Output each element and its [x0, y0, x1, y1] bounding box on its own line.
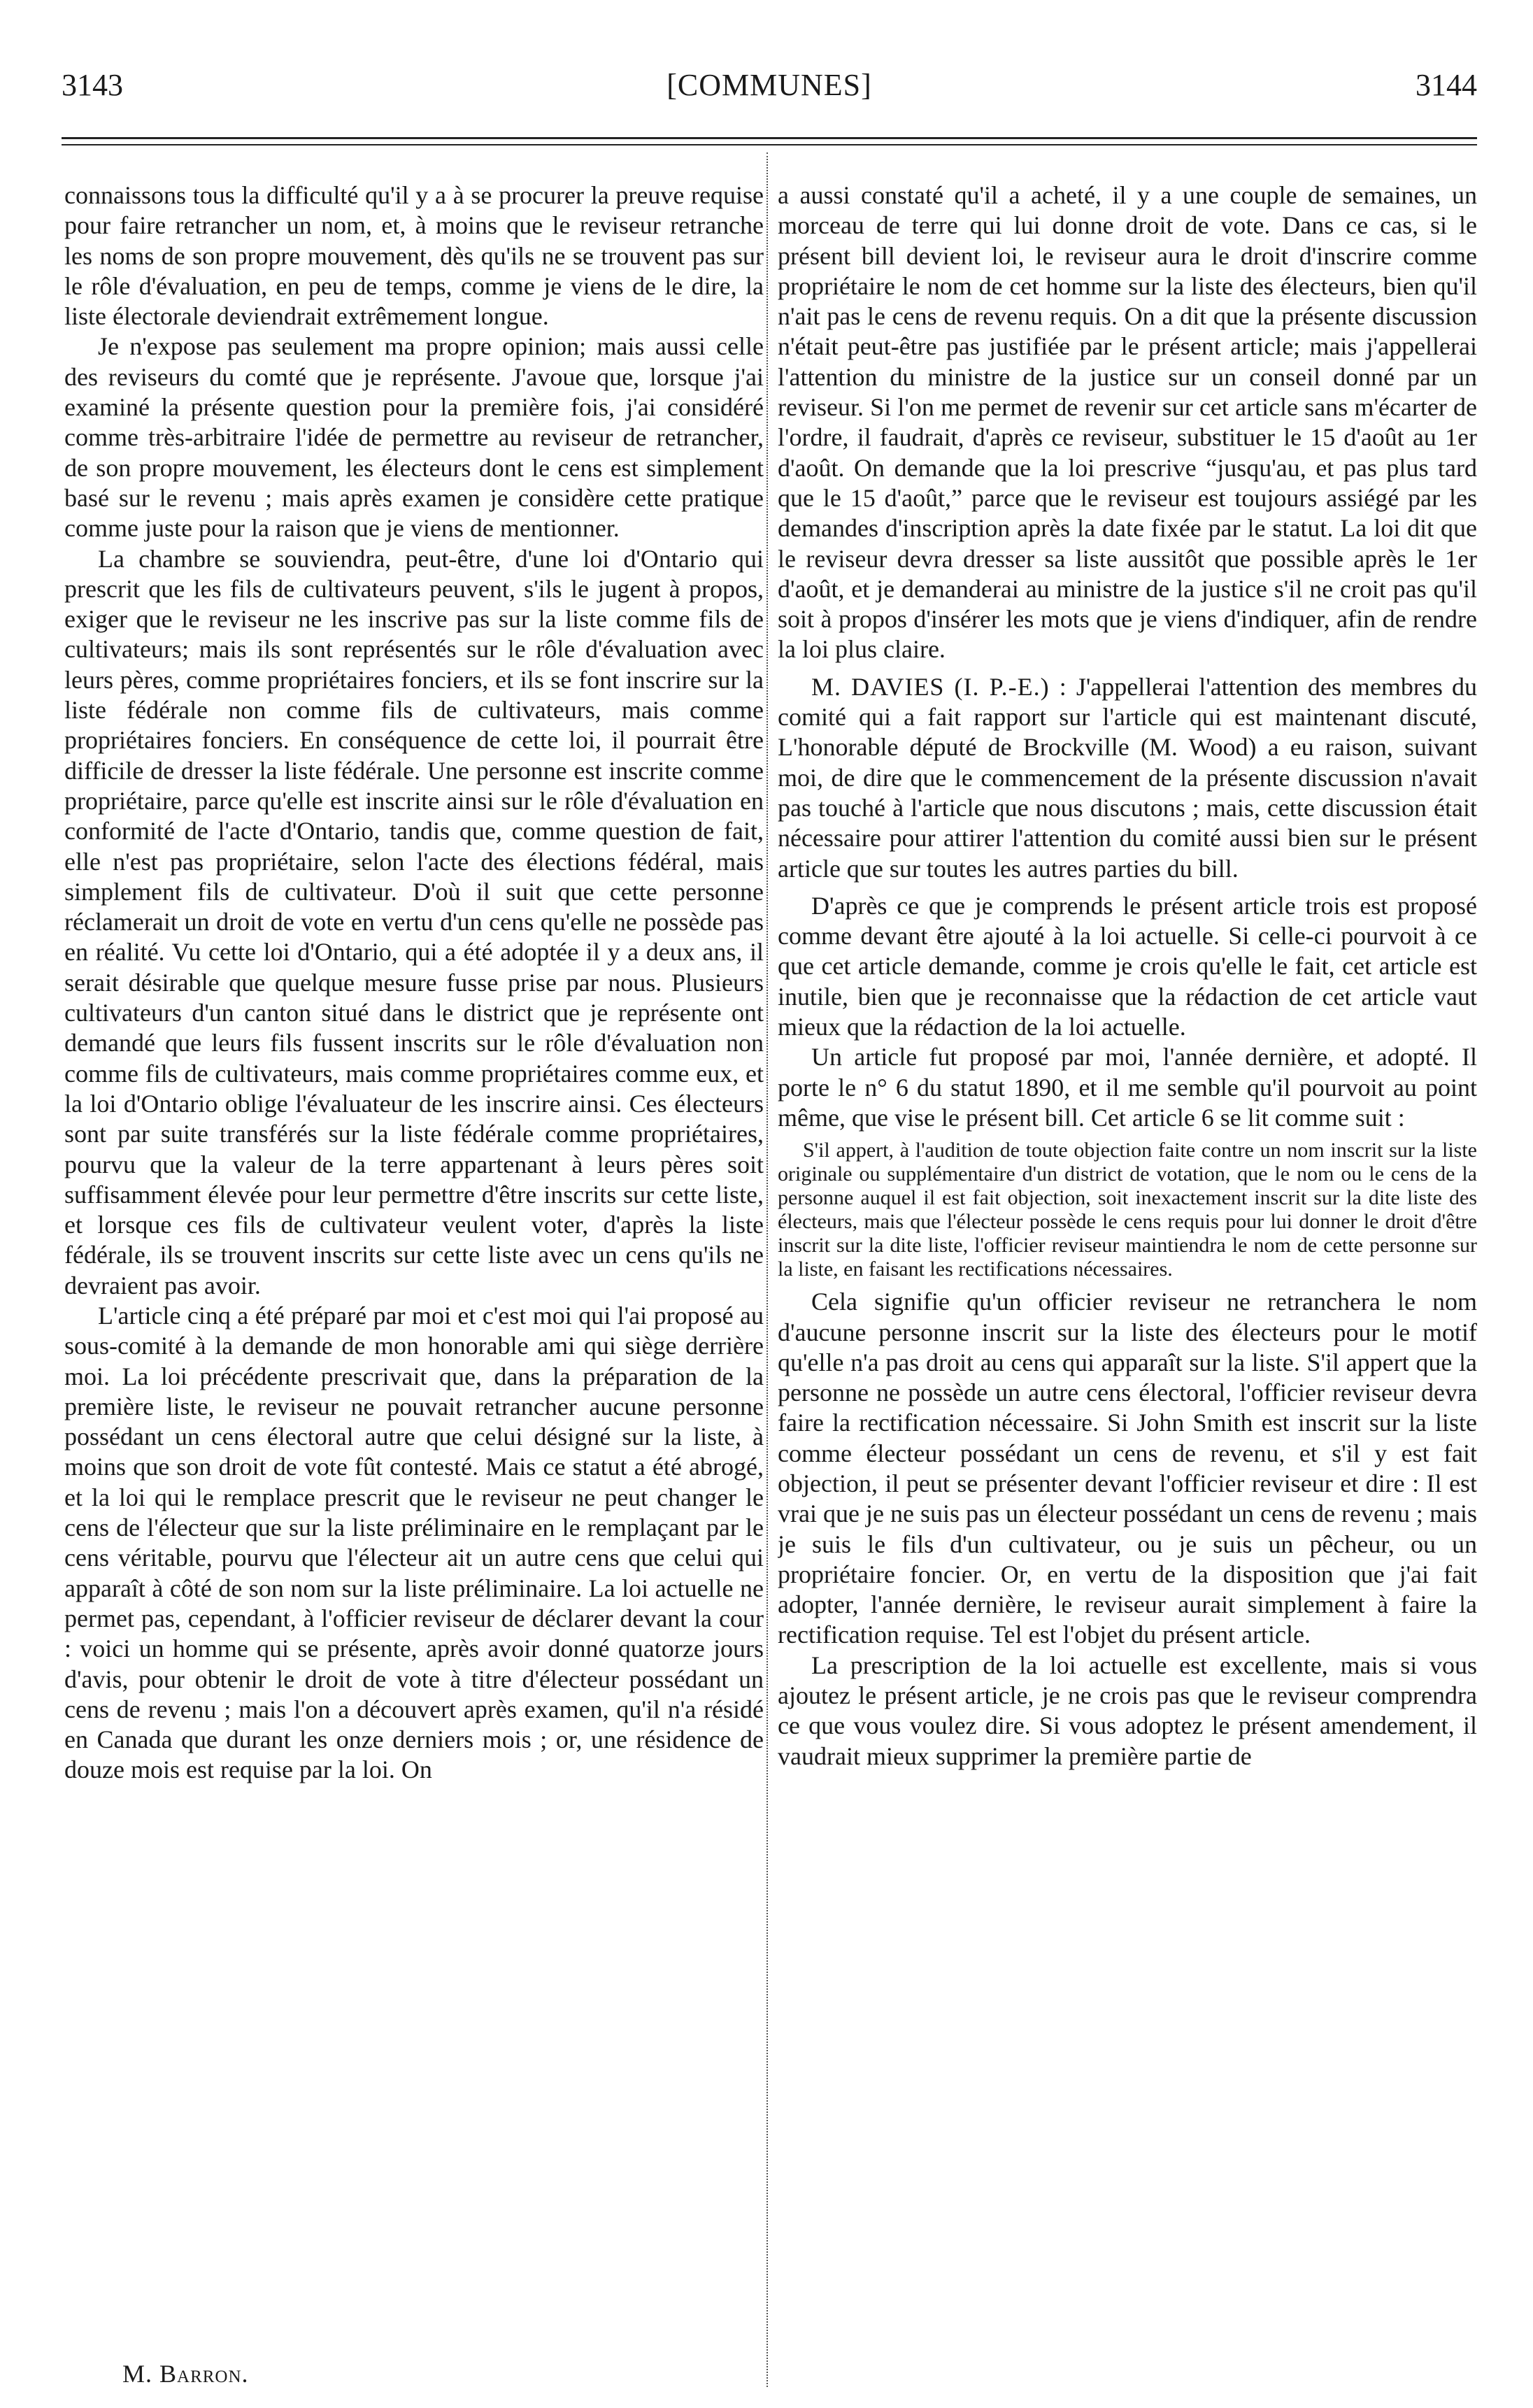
header-rule-top: [62, 137, 1477, 139]
left-column: [64, 180, 764, 2384]
speaker-footer: M. Barron.: [122, 2360, 249, 2388]
right-page-number: 3144: [1416, 68, 1477, 102]
speaker-name: M. DAVIES (I. P.-E.) :: [811, 672, 1067, 701]
speech-text: J'appellerai l'attention des membres du comité qui a fait rapport sur l'article qui est maintenant discuté, L'honorable député de Brockville (M. Wood) a eu raison, suivant moi, de dire que le commencement de la présente discussion n'avait pas touché à l'article que nous discutons ; mais, cette discussion était nécessaire pour attirer l'attention du comité aussi bien sur le présent article que sur toutes les autres parties du bill.: [778, 672, 1477, 883]
paragraph: La chambre se souviendra, peut-être, d'une loi d'Ontario qui prescrit que les fils de cultivateurs peuvent, s'ils le jugent à propos, exiger que le reviseur ne les inscrive pas sur la liste comme fils de cultivateurs; mais ils sont représentés sur le rôle d'évaluation avec leurs pères, comme propriétaires fonciers, et ils se font inscrire sur la liste fédérale non comme fils de cultivateurs, mais comme propriétaires fonciers. En conséquence de cette loi, il pourrait être difficile de dresser la liste fédérale. Une personne est inscrite comme propriétaire, parce qu'elle est inscrite ainsi sur le rôle d'évaluation en conformité de l'acte d'Ontario, tandis que, comme question de fait, elle n'est pas propriétaire, selon l'acte des élections fédéral, mais simplement fils de cultivateur. D'où il suit que cette personne réclamerait un droit de vote en vertu d'un cens qu'elle ne possède pas en réalité. Vu cette loi d'Ontario, qui a été adoptée il y a deux ans, il serait désirable que quelque mesure fusse prise par nous. Plusieurs cultivateurs d'un canton situé dans le district que je représente ont demandé que leurs fils fussent inscrits sur le rôle d'évaluation non comme fils de cultivateurs, mais comme propriétaires comme eux, et la loi d'Ontario oblige l'évaluateur de les inscrire ainsi. Ces électeurs sont par suite transférés sur la liste fédérale comme propriétaires, pourvu que la valeur de la terre appartenant à leurs pères soit suffisamment élevée pour leur permettre d'être inscrits sur cette liste, et lorsque ces fils de cultivateur veulent voter, d'après la liste fédérale, ils se trouvent inscrits sur cette liste avec un cens qu'ils ne devraient pas avoir.: [64, 544, 764, 1299]
column-separator: [766, 152, 768, 2387]
paragraph: Cela signifie qu'un officier reviseur ne retranchera le nom d'aucune personne inscrit sur la liste des électeurs pour le motif qu'elle n'a pas droit au cens qui apparaît sur la liste. S'il appert que la personne ne possède un autre cens électoral, l'officier reviseur devra faire la rectification nécessaire. Si John Smith est inscrit sur la liste comme électeur possédant un cens de revenu, et s'il y est fait objection, il peut se présenter devant l'officier reviseur et dire : Il est vrai que je ne suis pas un électeur possédant un cens de revenu ; mais je suis le fils d'un cultivateur, ou je suis un pêcheur, ou un propriétaire foncier. Or, en vertu de la disposition que j'ai fait adopter, l'année dernière, le reviseur aurait simplement à faire la rectification requise. Tel est l'objet du présent article.: [778, 1288, 1477, 1649]
paragraph: D'après ce que je comprends le présent article trois est proposé comme devant être ajouté à la loi actuelle. Si celle-ci pourvoit à ce que cet article demande, comme je crois qu'elle le fait, cet article est inutile, bien que je reconnaisse que la rédaction de cet article vaut mieux que la rédaction de la loi actuelle.: [778, 891, 1477, 1041]
header-rule-bottom: [62, 144, 1477, 145]
header-title: [COMMUNES]: [666, 68, 872, 102]
paragraph: La prescription de la loi actuelle est excellente, mais si vous ajoutez le présent article, je ne crois pas que le reviseur comprendra ce que vous voulez dire. Si vous adoptez le présent amendement, il vaudrait mieux supprimer la première partie de: [778, 1651, 1477, 1770]
speech-paragraph: [778, 672, 1477, 884]
right-column: [778, 180, 1477, 2384]
paragraph: connaissons tous la difficulté qu'il y a à se procurer la preuve requise pour faire retrancher un nom, et, à moins que le reviseur retranche les noms de son propre mouvement, dès qu'ils ne se trouvent pas sur le rôle d'évaluation, en peu de temps, comme je viens de le dire, la liste électorale deviendrait extrêmement longue.: [64, 181, 764, 331]
paragraph: L'article cinq a été préparé par moi et c'est moi qui l'ai proposé au sous-comité à la demande de mon honorable ami qui siège derrière moi. La loi précédente prescrivait que, dans la préparation de la première liste, le reviseur ne pouvait retrancher aucune personne possédant un cens électoral autre que celui désigné sur la liste, à moins que son droit de vote fût contesté. Mais ce statut a été abrogé, et la loi qui le remplace prescrit que le reviseur ne peut changer le cens de l'électeur que sur la liste préliminaire en le remplaçant par le cens véritable, pourvu que l'électeur ait un autre cens que celui qui apparaît à côté de son nom sur la liste préliminaire. La loi actuelle ne permet pas, cependant, à l'officier reviseur de déclarer devant la cour : voici un homme qui se présente, après avoir donné quatorze jours d'avis, pour obtenir le droit de vote à titre d'électeur possédant un cens de revenu ; mais l'on a découvert après examen, qu'il n'a résidé en Canada que durant les onze derniers mois ; or, une résidence de douze mois est requise par la loi. On: [64, 1301, 764, 1784]
paragraph: Un article fut proposé par moi, l'année dernière, et adopté. Il porte le n° 6 du statut 1890, et il me semble qu'il pourvoit au point même, que vise le présent bill. Cet article 6 se lit comme suit :: [778, 1043, 1477, 1132]
statute-quote: S'il appert, à l'audition de toute objection faite contre un nom inscrit sur la liste originale ou supplémentaire d'un district de votation, que le nom ou le cens de la personne auquel il est fait objection, soit inexactement inscrit sur la dite liste des électeurs, mais que l'électeur possède le cens requis pour lui donner le droit d'être inscrit sur la dite liste, l'officier reviseur maintiendra le nom de cette personne sur la liste, en faisant les rectifications nécessaires.: [778, 1139, 1477, 1281]
paragraph: a aussi constaté qu'il a acheté, il y a une couple de semaines, un morceau de terre qui lui donne droit de vote. Dans ce cas, si le présent bill devient loi, le reviseur aura le droit d'inscrire comme propriétaire le nom de cet homme sur la liste des électeurs, bien qu'il n'ait pas le cens de revenu requis. On a dit que la présente discussion n'était peut-être pas justifiée par le présent article; mais j'appellerai l'attention du ministre de la justice sur un conseil donné par un reviseur. Si l'on me permet de revenir sur cet article sans m'écarter de l'ordre, il faudrait, d'après ce reviseur, substituer le 15 d'août au 1er d'août. On demande que la loi prescrive “jusqu'au, et pas plus tard que le 15 d'août,” parce que le reviseur est toujours assiégé par les demandes d'inscription après la date fixée par le statut. La loi dit que le reviseur devra dresser sa liste aussitôt que possible après le 1er d'août, et je demanderai au ministre de la justice s'il ne croit pas qu'il soit à propos d'insérer les mots que je viens d'indiquer, afin de rendre la loi plus claire.: [778, 181, 1477, 664]
left-page-number: 3143: [62, 68, 123, 102]
paragraph: Je n'expose pas seulement ma propre opinion; mais aussi celle des reviseurs du comté que je représente. J'avoue que, lorsque j'ai examiné la présente question pour la première fois, j'ai considéré comme très-arbitraire l'idée de permettre au reviseur de retrancher, de son propre mouvement, les électeurs dont le cens est simplement basé sur le revenu ; mais après examen je considère cette pratique comme juste pour la raison que je viens de mentionner.: [64, 332, 764, 543]
page-header: [62, 64, 1477, 106]
